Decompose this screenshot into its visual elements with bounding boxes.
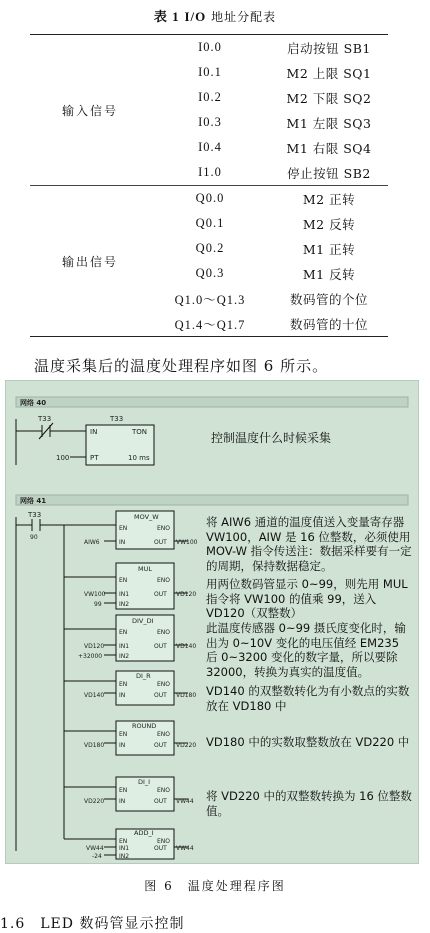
table-row [150,85,388,110]
table-row [150,160,388,185]
description-cell: M1 左限 SQ3 [286,115,372,131]
output-signal-group [30,185,388,336]
pin-in2: IN2 [119,653,130,660]
note-mov-w: 将 AIW6 通道的温度值送入变量寄存器 VW100，AIW 是 16 位整数，必须使用 MOV-W 指令传送注：数据采样要有一定的周期，保持数据稳定。 [206,515,412,573]
block-name: ROUND [132,722,157,730]
pin-in: IN [119,798,126,805]
operand-in1: VW100 [84,591,106,598]
operand-in1: VW44 [86,845,104,852]
section-heading: 1.6 LED 数码管显示控制 [0,916,185,932]
operand-in2: 99 [94,601,102,608]
description-cell: 数码管的十位 [289,316,368,332]
operand-in: VD140 [84,692,105,699]
group-label-input: 输入信号 [61,103,118,118]
operand-out: VD180 [176,692,197,699]
input-signal-group [30,35,388,185]
address-cell: Q0.2 [195,241,225,255]
address-cell: Q0.1 [195,216,225,230]
note-di-r: VD140 的双整数转化为有小数点的实数放在 VD180 中 [206,684,410,713]
pin-en: EN [119,681,128,688]
pin-en: EN [119,731,128,738]
pin-en: EN [119,629,128,636]
table-title-io: I/O [184,9,207,24]
note-mul: 用两位数码管显示 0~99，则先用 MUL 指令将 VW100 的值乘 99，送入 VD120（双整数） [206,577,408,620]
block-name: DIV_DI [132,617,154,625]
pin-out: OUT [154,643,167,650]
pin-in1: IN1 [119,591,130,598]
table-number: 表 1 [153,9,180,24]
address-cell: I0.3 [198,115,222,129]
address-cell: Q1.4～Q1.7 [174,317,246,332]
description-cell: 启动按钮 SB1 [287,40,371,56]
table-row [150,35,388,60]
operand-in1: VD120 [84,643,105,650]
operand-out: VW44 [176,798,194,805]
block-name: ADD_I [134,829,154,837]
pin-eno: ENO [157,577,171,584]
pin-in: IN [119,692,126,699]
operand-in: VD180 [84,742,105,749]
description-cell: M2 反转 [302,216,356,232]
pin-en: EN [119,577,128,584]
pin-out: OUT [154,692,167,699]
pin-out: OUT [154,591,167,598]
operand-in: VD220 [84,798,105,805]
description-cell: 停止按钮 SB2 [287,165,371,181]
network-41-title: 网络 41 [20,497,47,505]
pin-en: EN [119,787,128,794]
pin-en: EN [119,525,128,532]
contact-label: T33 [28,511,42,519]
operand-out: VW100 [176,539,198,546]
table-row [150,236,388,261]
operand-in: AIW6 [84,539,100,546]
io-address-table [30,34,388,337]
pin-eno: ENO [157,838,171,845]
pin-eno: ENO [157,629,171,636]
figure-caption: 图 6 温度处理程序图 [144,879,286,893]
note-round: VD180 中的实数取整数放在 VD220 中 [206,735,410,749]
block-name: DI_I [138,778,151,786]
description-cell: M1 正转 [302,241,356,257]
table-row [150,135,388,160]
contact-label: T33 [38,415,52,423]
body-paragraph: 温度采集后的温度处理程序如图 6 所示。 [34,357,329,375]
operand-out: VW44 [176,845,194,852]
table-row [150,186,388,211]
pin-in: IN [119,539,126,546]
operand-in2: -24 [92,853,102,860]
block-name: MOV_W [134,513,159,521]
pt-value: 100 [56,454,70,462]
pin-pt: PT [90,454,99,462]
operand-out: VD120 [176,591,197,598]
address-cell: I0.0 [198,40,222,54]
description-cell: M1 反转 [302,266,356,282]
pin-out: OUT [154,742,167,749]
table-row [150,110,388,135]
description-cell: M2 上限 SQ1 [286,65,372,81]
address-cell: I0.2 [198,90,222,104]
block-name: DI_R [136,672,151,680]
pin-out: OUT [154,539,167,546]
pin-eno: ENO [157,787,171,794]
description-cell: M1 右限 SQ4 [286,140,372,156]
pin-in: IN [119,742,126,749]
pt-unit: 10 ms [128,454,150,462]
pin-eno: ENO [157,525,171,532]
contact-sub: 90 [30,534,38,541]
timer-label: T33 [110,415,124,423]
description-cell: M2 下限 SQ2 [286,90,372,106]
table-row [150,60,388,85]
pin-eno: ENO [157,681,171,688]
note-net40: 控制温度什么时候采集 [211,431,332,445]
pin-in2: IN2 [119,853,130,860]
group-label-output: 输出信号 [61,254,118,269]
operand-out: VD220 [176,742,197,749]
address-cell: Q1.0～Q1.3 [174,292,246,307]
table-row [150,211,388,236]
table-row [150,261,388,286]
table-title-text: 地址分配表 [211,10,277,24]
pin-in1: IN1 [119,845,130,852]
address-cell: Q0.0 [195,191,225,205]
address-cell: I0.1 [198,65,222,79]
address-cell: I0.4 [198,140,222,154]
pin-in2: IN2 [119,601,130,608]
table-title [0,6,430,25]
description-cell: 数码管的个位 [289,291,368,307]
description-cell: M2 正转 [302,191,356,207]
pin-en: EN [119,838,128,845]
table-row [150,311,388,336]
network-40-title: 网络 40 [20,399,47,407]
ladder-diagram [5,380,419,864]
note-div-di: 此温度传感器 0~99 摄氏度变化时，输出为 0~10V 变化的电压值经 EM235 后 0~3200 变化的数字量，所以要除 32000，转换为真实的温度值。 [206,621,406,679]
address-cell: I1.0 [198,165,222,179]
operand-out: VD140 [176,643,197,650]
note-di-i: 将 VD220 中的双整数转换为 16 位整数值。 [206,789,412,818]
pin-in1: IN1 [119,643,130,650]
pin-out: OUT [154,798,167,805]
block-ton: TON [132,428,148,436]
pin-in: IN [90,428,98,436]
pin-eno: ENO [157,731,171,738]
table-row [150,286,388,311]
address-cell: Q0.3 [195,266,225,280]
block-name: MUL [138,565,152,573]
pin-out: OUT [154,845,167,852]
operand-in2: +32000 [78,653,103,660]
